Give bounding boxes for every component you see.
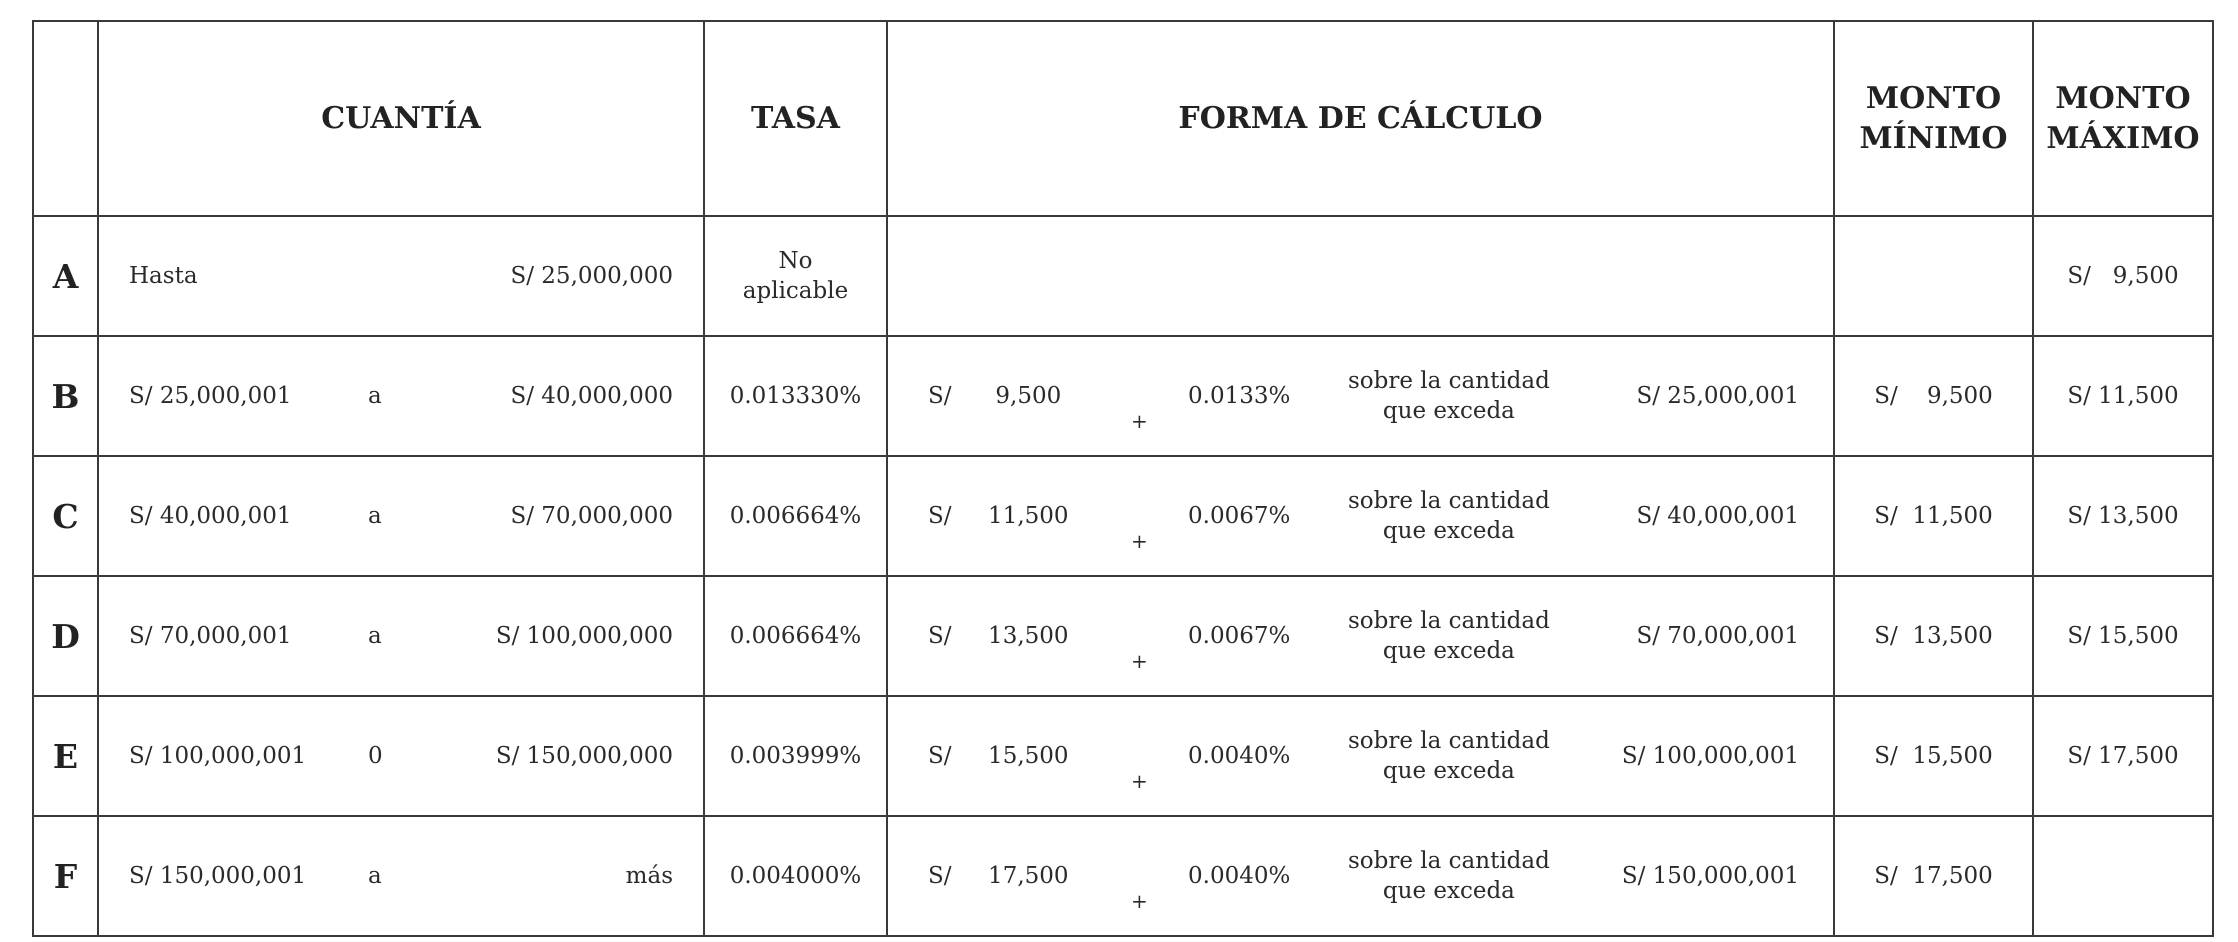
cuantia-cell <box>98 816 704 936</box>
plus-sign: + <box>1131 529 1148 553</box>
fee-table <box>32 20 2214 937</box>
cuantia-to: S/ 100,000,000 <box>495 623 673 649</box>
cuantia-cell <box>98 216 704 336</box>
cuantia-from: S/ 100,000,001 <box>129 743 307 769</box>
tasa-cell <box>704 696 887 816</box>
tasa-line2: aplicable <box>742 278 849 304</box>
base-amount: S/ 13,500 <box>928 623 1069 649</box>
cuantia-separator: a <box>368 863 382 889</box>
table-row-a <box>33 216 2213 336</box>
cuantia-to: S/ 70,000,000 <box>510 503 673 529</box>
excess-description <box>1348 366 1550 426</box>
cuantia-cell <box>98 456 704 576</box>
base-amount: S/ 17,500 <box>928 863 1069 889</box>
row-letter: C <box>33 456 98 576</box>
forma-de-calculo-cell <box>887 336 1834 456</box>
excess-description-line2: que exceda <box>1382 638 1515 664</box>
excess-description-line1: sobre la cantidad <box>1348 608 1550 634</box>
cuantia-from: S/ 40,000,001 <box>129 503 292 529</box>
excess-description-line1: sobre la cantidad <box>1348 728 1550 754</box>
cuantia-cell <box>98 576 704 696</box>
rate-percent: 0.0133% <box>1188 383 1291 409</box>
header-letter-cell <box>33 21 98 216</box>
cuantia-from: Hasta <box>129 263 198 289</box>
monto-maximo-cell: S/ 11,500 <box>2033 336 2213 456</box>
excess-description <box>1348 606 1550 666</box>
cuantia-separator: a <box>368 383 382 409</box>
tasa-cell <box>704 336 887 456</box>
monto-minimo-cell: S/ 13,500 <box>1834 576 2033 696</box>
excess-description-line2: que exceda <box>1382 878 1515 904</box>
rate-percent: 0.0040% <box>1188 743 1291 769</box>
cuantia-from: S/ 25,000,001 <box>129 383 292 409</box>
monto-maximo-cell: S/ 13,500 <box>2033 456 2213 576</box>
table-row-e <box>33 696 2213 816</box>
tasa-cell <box>704 576 887 696</box>
plus-sign: + <box>1131 409 1148 433</box>
tasa-cell <box>704 816 887 936</box>
table-row-c <box>33 456 2213 576</box>
table-row-f <box>33 816 2213 936</box>
forma-de-calculo-cell <box>887 816 1834 936</box>
tasa-line1: 0.006664% <box>729 623 862 649</box>
monto-minimo-cell: S/ 11,500 <box>1834 456 2033 576</box>
tasa-cell <box>704 456 887 576</box>
threshold-amount: S/ 100,000,001 <box>1621 743 1799 769</box>
cuantia-from: S/ 70,000,001 <box>129 623 292 649</box>
base-amount: S/ 9,500 <box>928 383 1062 409</box>
header-cuantia: CUANTÍA <box>98 21 704 216</box>
tasa-line1: No <box>778 248 813 274</box>
monto-maximo-cell: S/ 9,500 <box>2033 216 2213 336</box>
plus-sign: + <box>1131 889 1148 913</box>
excess-description <box>1348 726 1550 786</box>
header-tasa: TASA <box>704 21 887 216</box>
forma-de-calculo-cell <box>887 216 1834 336</box>
monto-minimo-cell: S/ 17,500 <box>1834 816 2033 936</box>
row-letter: F <box>33 816 98 936</box>
excess-description <box>1348 846 1550 906</box>
row-letter: A <box>33 216 98 336</box>
row-letter: B <box>33 336 98 456</box>
monto-maximo-cell: S/ 15,500 <box>2033 576 2213 696</box>
threshold-amount: S/ 40,000,001 <box>1636 503 1799 529</box>
forma-de-calculo-cell <box>887 696 1834 816</box>
cuantia-to: S/ 150,000,000 <box>495 743 673 769</box>
forma-de-calculo-cell <box>887 576 1834 696</box>
monto-minimo-cell: S/ 9,500 <box>1834 336 2033 456</box>
header-forma-de-calculo: FORMA DE CÁLCULO <box>887 21 1834 216</box>
cuantia-cell <box>98 696 704 816</box>
cuantia-to: S/ 25,000,000 <box>510 263 673 289</box>
rate-percent: 0.0040% <box>1188 863 1291 889</box>
tasa-line1: 0.004000% <box>729 863 862 889</box>
tasa-line1: 0.006664% <box>729 503 862 529</box>
threshold-amount: S/ 150,000,001 <box>1621 863 1799 889</box>
rate-percent: 0.0067% <box>1188 503 1291 529</box>
forma-de-calculo-cell <box>887 456 1834 576</box>
header-monto-maximo-line2: MÁXIMO <box>2046 120 2200 156</box>
excess-description-line2: que exceda <box>1382 398 1515 424</box>
tasa-line1: 0.013330% <box>729 383 862 409</box>
header-monto-maximo-line1: MONTO <box>2055 80 2191 116</box>
header-monto-minimo-line2: MÍNIMO <box>1859 120 2008 156</box>
row-letter: E <box>33 696 98 816</box>
cuantia-separator: a <box>368 623 382 649</box>
cuantia-from: S/ 150,000,001 <box>129 863 307 889</box>
excess-description-line1: sobre la cantidad <box>1348 368 1550 394</box>
tasa-line1: 0.003999% <box>729 743 862 769</box>
threshold-amount: S/ 25,000,001 <box>1636 383 1799 409</box>
header-monto-minimo-line1: MONTO <box>1865 80 2002 116</box>
row-letter: D <box>33 576 98 696</box>
cuantia-cell <box>98 336 704 456</box>
excess-description-line1: sobre la cantidad <box>1348 848 1550 874</box>
table-row-d <box>33 576 2213 696</box>
plus-sign: + <box>1131 769 1148 793</box>
cuantia-to: S/ 40,000,000 <box>510 383 673 409</box>
base-amount: S/ 11,500 <box>928 503 1069 529</box>
plus-sign: + <box>1131 649 1148 673</box>
rate-percent: 0.0067% <box>1188 623 1291 649</box>
monto-minimo-cell <box>1834 216 2033 336</box>
monto-maximo-cell: S/ 17,500 <box>2033 696 2213 816</box>
header-row <box>33 21 2213 216</box>
excess-description-line2: que exceda <box>1382 518 1515 544</box>
excess-description-line2: que exceda <box>1382 758 1515 784</box>
base-amount: S/ 15,500 <box>928 743 1069 769</box>
cuantia-to: más <box>625 863 673 889</box>
excess-description <box>1348 486 1550 546</box>
header-monto-maximo <box>2033 21 2213 216</box>
monto-maximo-cell <box>2033 816 2213 936</box>
cuantia-separator: a <box>368 503 382 529</box>
monto-minimo-cell: S/ 15,500 <box>1834 696 2033 816</box>
table-row-b <box>33 336 2213 456</box>
tasa-cell <box>704 216 887 336</box>
cuantia-separator: 0 <box>368 743 383 769</box>
threshold-amount: S/ 70,000,001 <box>1636 623 1799 649</box>
excess-description-line1: sobre la cantidad <box>1348 488 1550 514</box>
header-monto-minimo <box>1834 21 2033 216</box>
